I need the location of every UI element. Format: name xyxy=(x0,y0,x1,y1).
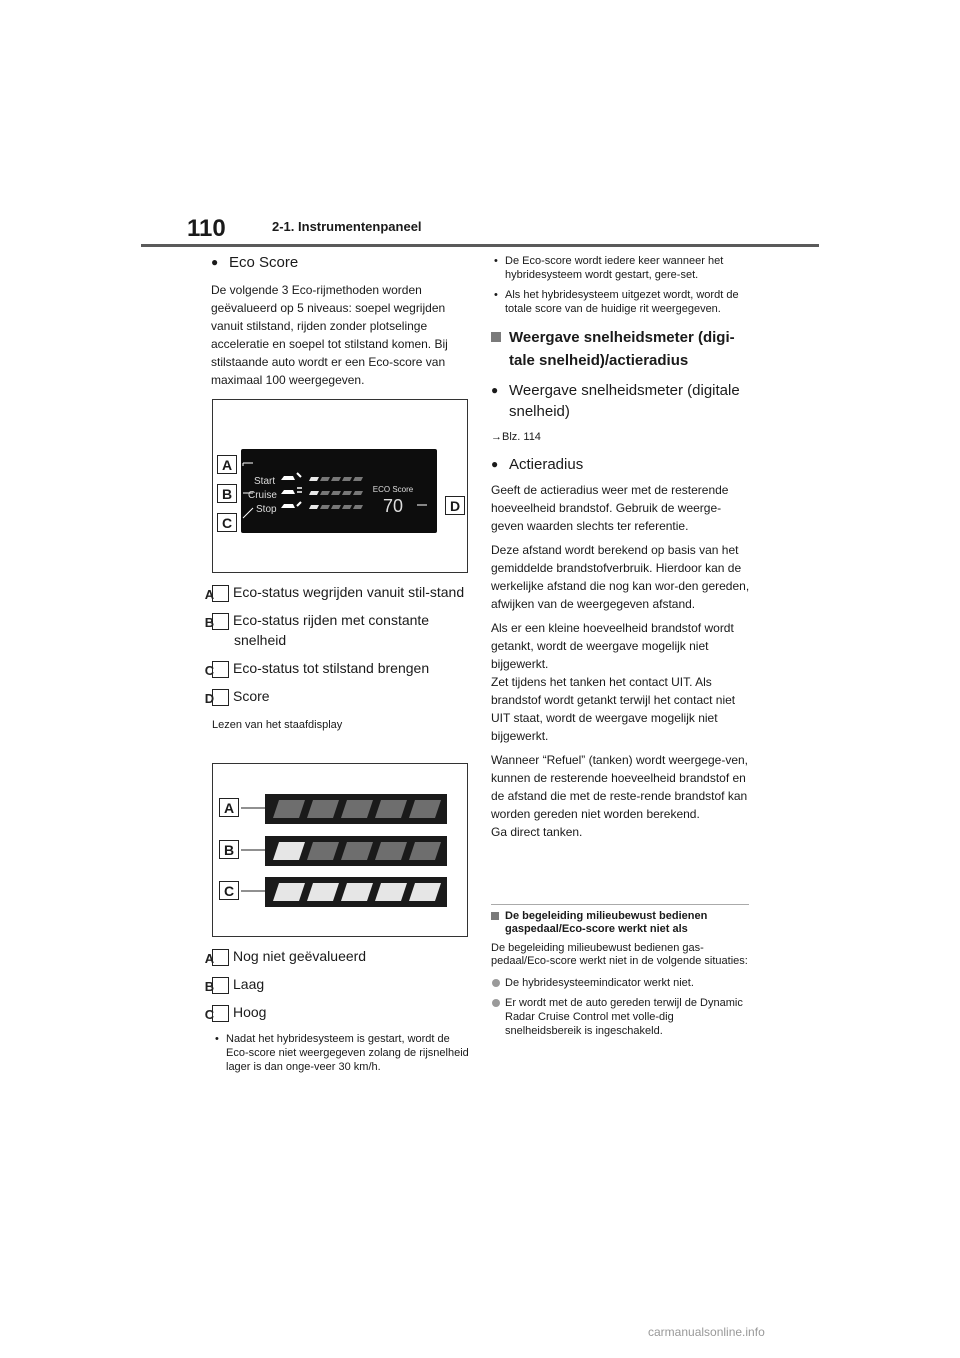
legend-key: B xyxy=(212,613,229,630)
range-p3a: Als er een kleine hoeveelheid brandstof wordt getankt, wordt de weergave mogelijk niet bijgewerkt. xyxy=(491,621,734,671)
speed-note: • Nadat het hybridesysteem is gestart, wordt de Eco-score niet weergegeven zolang de rijsnelheid lager is dan onge-veer 30 km/h. xyxy=(212,1032,470,1074)
fig1-tag-b: B xyxy=(217,484,237,503)
right-column xyxy=(491,254,751,841)
section-divider xyxy=(491,904,749,905)
bar-rows xyxy=(241,794,447,907)
bar-display-svg xyxy=(213,764,467,936)
legend1-item-d xyxy=(204,686,470,706)
legend-text: Eco-status wegrijden vanuit stil-stand xyxy=(233,584,465,600)
legend-text: Eco-status rijden met constante snelheid xyxy=(233,612,430,648)
reset-bullet: • De Eco-score wordt iedere keer wanneer het hybridesysteem wordt gestart, gere-set. xyxy=(491,254,751,282)
page-number: 110 xyxy=(187,215,226,242)
header-rule xyxy=(141,244,819,247)
legend-key: B xyxy=(212,977,229,994)
range-p2: Deze afstand wordt berekend op basis van het gemiddelde brandstofverbruik. Hierdoor kan de werkelijke afstand die nog kan wor-den gereden, afwijken van de weergegeven afstand. xyxy=(491,543,750,611)
fig2-tag-c: C xyxy=(219,881,239,900)
legend-figure-2 xyxy=(204,946,470,1074)
fig1-tag-a: A xyxy=(217,455,237,474)
row-label-start: Start xyxy=(254,476,276,487)
legend-key: A xyxy=(212,585,229,602)
legend-key: A xyxy=(212,949,229,966)
watermark: carmanualsonline.info xyxy=(648,1325,765,1339)
legend2-item-a xyxy=(204,946,470,966)
eco-display-svg xyxy=(213,400,467,572)
fig2-tag-a: A xyxy=(219,798,239,817)
range-heading: ● Actieradius xyxy=(491,454,751,475)
page-reference: →Blz. 114 xyxy=(491,431,541,443)
fig1-tag-d: D xyxy=(445,496,465,515)
legend-text: Score xyxy=(233,688,270,704)
row-label-stop: Stop xyxy=(256,504,277,515)
eco-score-label: ECO Score xyxy=(372,485,414,494)
notes-item: Er wordt met de auto gereden terwijl de Dynamic Radar Cruise Control met volle-dig snelheidsbereik is ingeschakeld. xyxy=(491,996,749,1038)
legend-text: Hoog xyxy=(233,1004,267,1020)
eco-score-heading: ● Eco Score xyxy=(211,252,469,273)
fig1-tag-c: C xyxy=(217,513,237,532)
digital-speed-heading: ● Weergave snelheidsmeter (digitale snelheid) xyxy=(491,380,751,422)
legend2-item-b xyxy=(204,974,470,994)
left-column xyxy=(211,252,469,389)
legend-figure-1 xyxy=(204,582,470,732)
legend2-item-c xyxy=(204,1002,470,1022)
legend1-item-b xyxy=(204,610,470,650)
eco-display-figure xyxy=(212,399,468,573)
bar-display-figure xyxy=(212,763,468,937)
notes-subheading: De begeleiding milieubewust bedienen gaspedaal/Eco-score werkt niet als xyxy=(491,910,749,936)
eco-score-value: 70 xyxy=(382,496,404,516)
row-label-cruise: Cruise xyxy=(248,490,277,501)
legend-text: Nog niet geëvalueerd xyxy=(233,948,367,964)
legend-key: D xyxy=(212,689,229,706)
notes-body: De begeleiding milieubewust bedienen gas-pedaal/Eco-score werkt niet in de volgende situaties: xyxy=(491,942,748,967)
bar-caption: Lezen van het staafdisplay xyxy=(212,719,343,731)
notes-item: De hybridesysteemindicator werkt niet. xyxy=(491,976,749,990)
legend-key: C xyxy=(212,661,229,678)
legend1-item-a xyxy=(204,582,470,602)
range-p1: Geeft de actieradius weer met de resterende hoeveelheid brandstof. Gebruik de weerge-geven waarden slechts ter referentie. xyxy=(491,483,729,533)
range-p4b: Ga direct tanken. xyxy=(491,825,583,839)
fig2-tag-b: B xyxy=(219,840,239,859)
range-p3b: Zet tijdens het tanken het contact UIT. Als brandstof wordt getankt terwijl het contact niet UIT staat, wordt de weergave mogelijk niet bijgewerkt. xyxy=(491,675,736,743)
chapter-title: 2-1. Instrumentenpaneel xyxy=(272,219,422,234)
legend-text: Eco-status tot stilstand brengen xyxy=(233,660,430,676)
speedometer-heading: Weergave snelheidsmeter (digi-tale snelheid)/actieradius xyxy=(491,326,751,372)
legend-text: Laag xyxy=(233,976,265,992)
total-score-bullet: • Als het hybridesysteem uitgezet wordt, wordt de totale score van de huidige rit weergegeven. xyxy=(491,288,751,316)
eco-intro: De volgende 3 Eco-rijmethoden worden geëvalueerd op 5 niveaus: soepel wegrijden vanuit stilstand, rijden zonder plotselinge acceleratie en soepel tot stilstand komen. Bij stilstaande auto wordt er een Eco-score van maximaal 100 weergegeven. xyxy=(211,283,448,387)
legend-key: C xyxy=(212,1005,229,1022)
range-p4a: Wanneer “Refuel” (tanken) wordt weergege-ven, kunnen de resterende hoeveelheid brandstof en de afstand die met de reste-rende brandstof kan worden gereden niet worden berekend. xyxy=(491,753,749,821)
legend1-item-c xyxy=(204,658,470,678)
notes-section xyxy=(491,910,749,1038)
